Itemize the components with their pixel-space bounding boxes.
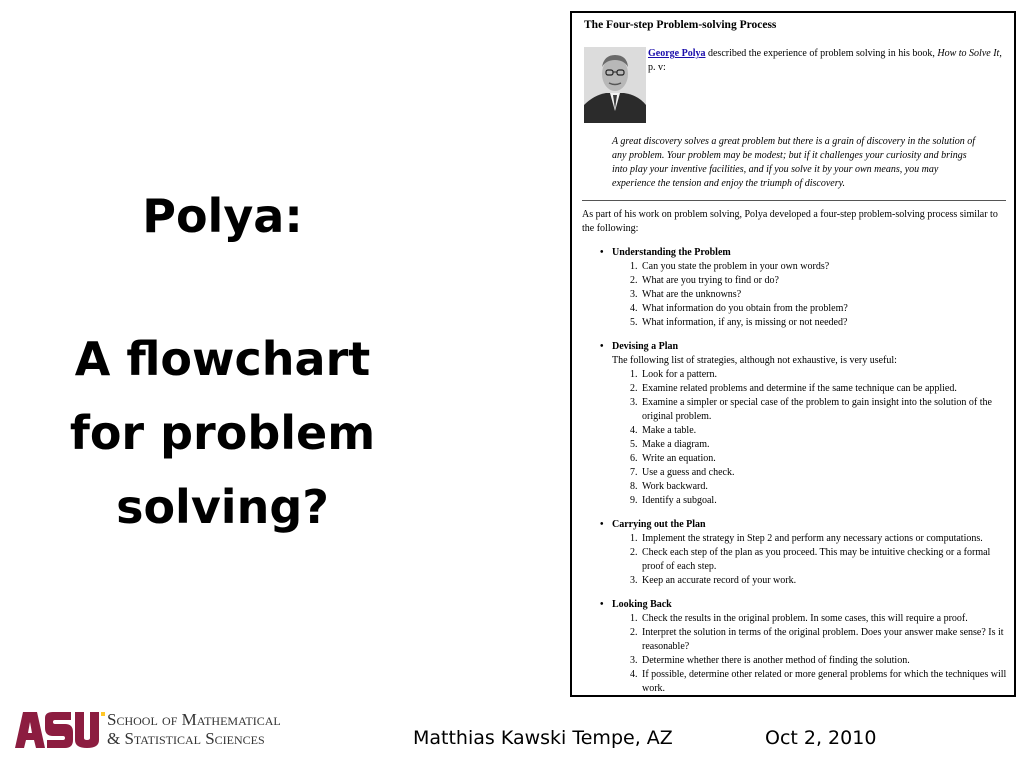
list-item: 5. Make a diagram. (640, 438, 1007, 452)
intro-book-title: How to Solve It (937, 48, 1000, 59)
list-item: 2. Check each step of the plan as you proceed. This may be intuitive checking or a formal proof of each step. (640, 546, 1007, 574)
step-section (612, 340, 1007, 508)
list-item: 2. Interpret the solution in terms of the original problem. Does your answer make sense? Is it reasonable? (640, 626, 1007, 654)
list-item: 1. Can you state the problem in your own words? (640, 260, 1007, 274)
list-item: 7. Use a guess and check. (640, 466, 1007, 480)
intro-suffix: , p. v: (648, 48, 1002, 73)
title-line-polya: Polya: (142, 189, 303, 243)
step-intro: The following list of strategies, although not exhaustive, is very useful: (612, 355, 897, 366)
title-line-solving: solving? (116, 480, 329, 534)
list-item: 2. Examine related problems and determine if the same technique can be applied. (640, 382, 1007, 396)
asu-mark-icon (15, 710, 105, 750)
list-item: 2. What are you trying to find or do? (640, 274, 1007, 288)
list-item: 9. Identify a subgoal. (640, 494, 1007, 508)
document-title: The Four-step Problem-solving Process (584, 19, 777, 31)
step-items (612, 260, 1007, 330)
step-heading: • Looking Back (612, 598, 1007, 612)
list-item: 1. Check the results in the original problem. In some cases, this will require a proof. (640, 612, 1007, 626)
step-items (612, 532, 1007, 588)
list-item: 6. Write an equation. (640, 452, 1007, 466)
asu-logo (15, 710, 315, 752)
slide-title (40, 180, 405, 544)
document-paragraph: As part of his work on problem solving, Polya developed a four-step problem-solving process similar to the following: (582, 209, 998, 234)
list-item: 3. Determine whether there is another method of finding the solution. (640, 654, 1007, 668)
polya-portrait-image (584, 47, 646, 123)
school-name (107, 710, 281, 748)
step-heading: • Understanding the Problem (612, 246, 1007, 260)
list-item: 3. Examine a simpler or special case of the problem to gain insight into the solution of the original problem. (640, 396, 1007, 424)
document-intro (648, 47, 1003, 75)
list-item: 4. What information do you obtain from the problem? (640, 302, 1007, 316)
steps-list (612, 246, 1007, 697)
george-polya-link[interactable]: George Polya (648, 48, 706, 59)
step-section (612, 518, 1007, 588)
list-item: 3. Keep an accurate record of your work. (640, 574, 1007, 588)
school-name-line1: School of Mathematical (107, 710, 281, 729)
list-item: 4. Make a table. (640, 424, 1007, 438)
school-name-line2: & Statistical Sciences (107, 729, 265, 748)
list-item: 3. What are the unknowns? (640, 288, 1007, 302)
footer-date: Oct 2, 2010 (765, 727, 877, 749)
polya-document-image (570, 11, 1016, 697)
step-heading: • Devising a Plan (612, 340, 1007, 354)
polya-quote: A great discovery solves a great problem but there is a grain of discovery in the solution of any problem. Your problem may be modest; but if it challenges your curiosity and brings into play your inventive facilities, and if you solve it by your own means, you may experience the tension and enjoy the triumph of discovery. (612, 136, 976, 189)
step-items (612, 612, 1007, 696)
divider (582, 200, 1006, 201)
step-section (612, 598, 1007, 696)
title-line-problem: for problem (69, 406, 376, 460)
step-heading: • Carrying out the Plan (612, 518, 1007, 532)
list-item: 1. Look for a pattern. (640, 368, 1007, 382)
list-item: 5. What information, if any, is missing or not needed? (640, 316, 1007, 330)
list-item: 4. If possible, determine other related or more general problems for which the techniques will work. (640, 668, 1007, 696)
intro-text: described the experience of problem solving in his book, (705, 48, 938, 59)
title-line-flowchart: A flowchart (74, 332, 371, 386)
step-items (612, 368, 1007, 508)
list-item: 1. Implement the strategy in Step 2 and perform any necessary actions or computations. (640, 532, 1007, 546)
list-item: 8. Work backward. (640, 480, 1007, 494)
step-section (612, 246, 1007, 330)
footer-author-location: Matthias Kawski Tempe, AZ (413, 727, 673, 749)
